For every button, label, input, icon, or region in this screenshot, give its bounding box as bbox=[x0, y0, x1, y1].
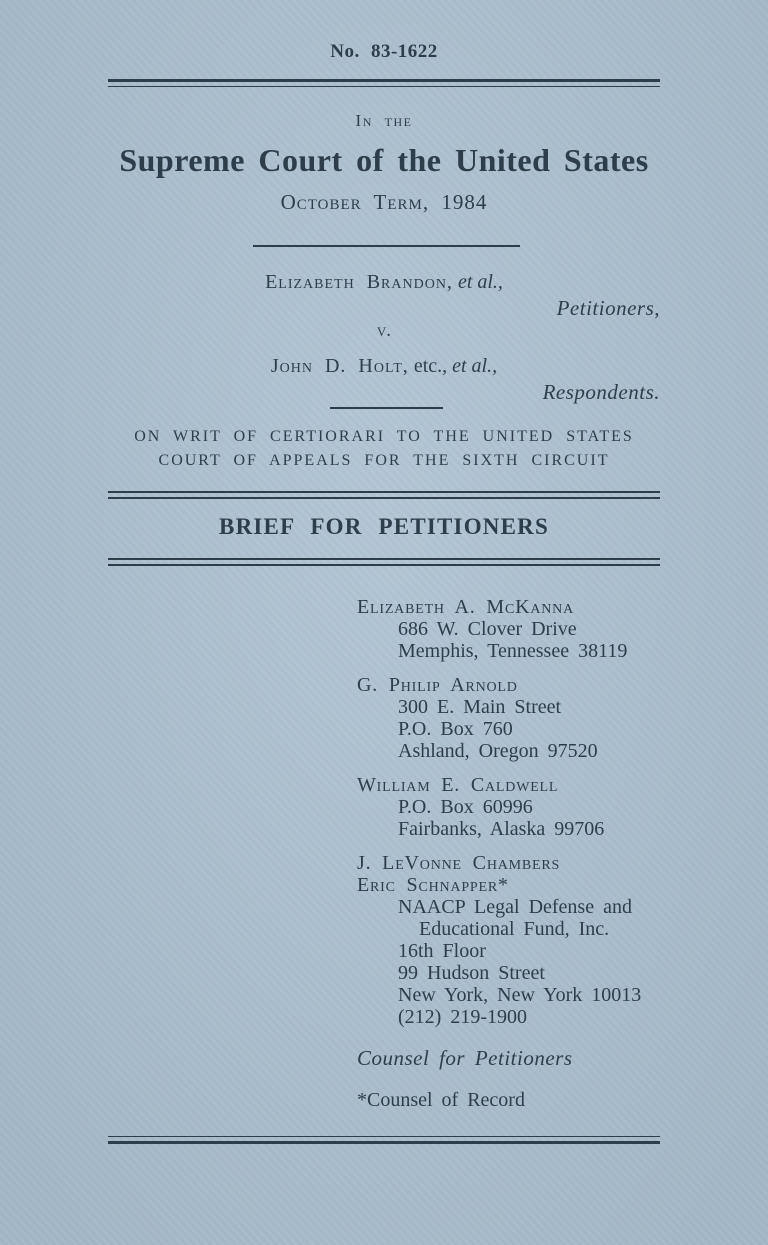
caption-top-rule bbox=[253, 245, 520, 247]
counsel-address-line: Ashland, Oregon 97520 bbox=[398, 740, 598, 762]
counsel-name: William E. Caldwell bbox=[357, 774, 559, 796]
counsel-entry-arnold bbox=[357, 674, 768, 762]
counsel-address-line: Memphis, Tennessee 38119 bbox=[398, 640, 628, 662]
in-the-line: In the bbox=[355, 111, 413, 130]
counsel-address-line: P.O. Box 60996 bbox=[398, 796, 533, 818]
writ-of-certiorari bbox=[0, 425, 768, 473]
counsel-address-line: P.O. Box 760 bbox=[398, 718, 513, 740]
versus-line: v. bbox=[376, 320, 392, 341]
counsel-address-line: Educational Fund, Inc. bbox=[419, 918, 610, 940]
title-bottom-double-rule bbox=[108, 558, 660, 566]
writ-line-2: COURT OF APPEALS FOR THE SIXTH CIRCUIT bbox=[158, 452, 610, 469]
writ-line-1: ON WRIT OF CERTIORARI TO THE UNITED STATES bbox=[134, 428, 634, 445]
counsel-name: J. LeVonne Chambers bbox=[357, 852, 561, 874]
counsel-name: Elizabeth A. McKanna bbox=[357, 596, 574, 618]
court-name: Supreme Court of the United States bbox=[119, 142, 649, 178]
counsel-address-line: NAACP Legal Defense and bbox=[398, 896, 632, 918]
counsel-address-line: (212) 219-1900 bbox=[398, 1006, 527, 1028]
respondent-etc: etc., bbox=[413, 355, 448, 377]
counsel-entry-mckanna bbox=[357, 596, 768, 662]
bottom-double-rule bbox=[108, 1136, 660, 1144]
term-line: October Term, 1984 bbox=[280, 190, 488, 214]
respondent-role: Respondents. bbox=[542, 380, 660, 404]
counsel-name: Eric Schnapper* bbox=[357, 874, 509, 896]
brief-cover-page bbox=[0, 40, 768, 1245]
counsel-block bbox=[357, 596, 768, 1028]
docket-number: No. 83-1622 bbox=[330, 41, 438, 62]
petitioner-etal: et al., bbox=[457, 271, 503, 293]
petitioner-line bbox=[0, 269, 768, 295]
petitioner-role: Petitioners, bbox=[556, 296, 660, 320]
counsel-address-line: New York, New York 10013 bbox=[398, 984, 642, 1006]
respondent-etal: et al., bbox=[452, 355, 498, 377]
counsel-address-line: 16th Floor bbox=[398, 940, 486, 962]
counsel-name: G. Philip Arnold bbox=[357, 674, 518, 696]
counsel-for-petitioners-line: Counsel for Petitioners bbox=[357, 1046, 573, 1070]
top-double-rule bbox=[108, 79, 660, 87]
counsel-entry-caldwell bbox=[357, 774, 768, 840]
petitioner-name: Elizabeth Brandon, bbox=[265, 271, 453, 293]
counsel-address-line: Fairbanks, Alaska 99706 bbox=[398, 818, 605, 840]
counsel-address-line: 99 Hudson Street bbox=[398, 962, 545, 984]
counsel-address-line: 686 W. Clover Drive bbox=[398, 618, 577, 640]
counsel-address-line: 300 E. Main Street bbox=[398, 696, 562, 718]
respondent-name: John D. Holt, bbox=[270, 355, 409, 377]
caption-bottom-rule bbox=[330, 407, 443, 409]
title-top-double-rule bbox=[108, 491, 660, 499]
respondent-line bbox=[0, 353, 768, 379]
brief-title: BRIEF FOR PETITIONERS bbox=[219, 514, 549, 539]
counsel-entry-chambers-schnapper bbox=[357, 852, 768, 1028]
counsel-of-record-note: *Counsel of Record bbox=[357, 1089, 525, 1111]
